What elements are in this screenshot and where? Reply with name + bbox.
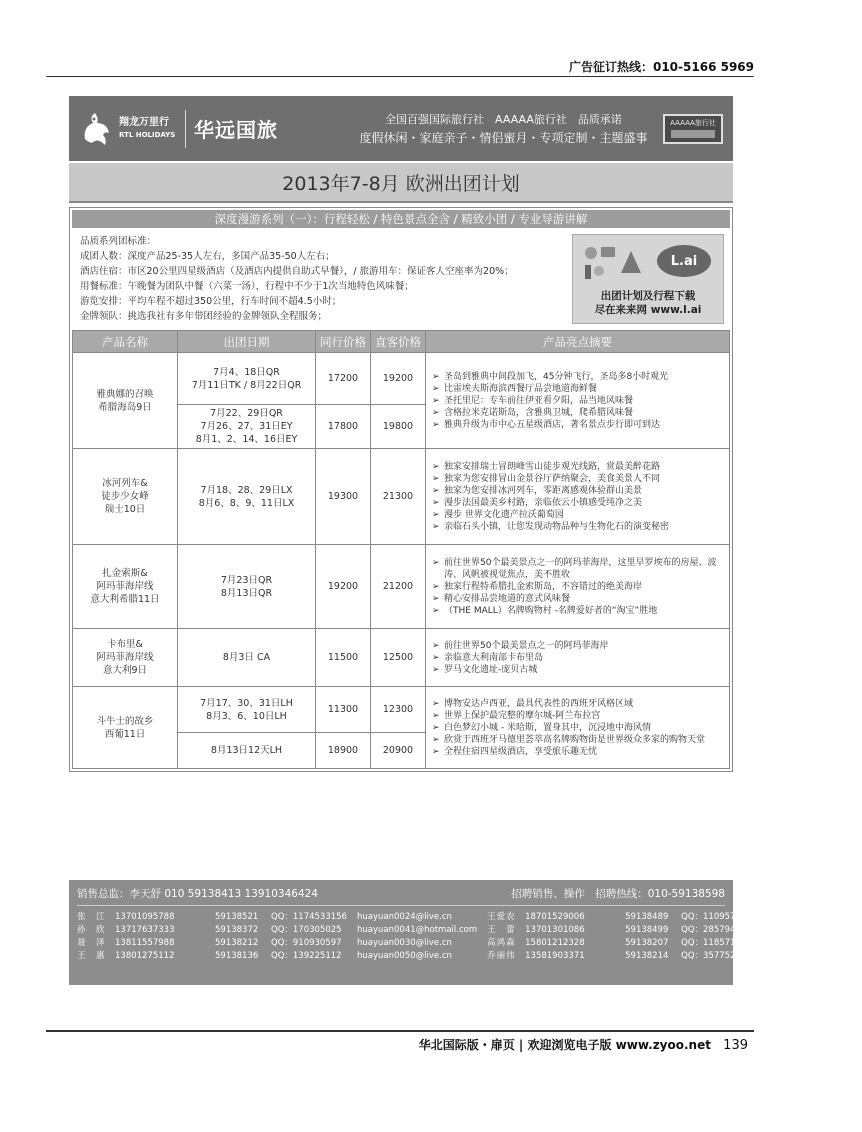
highlight-item — [432, 734, 723, 746]
highlights — [426, 353, 730, 449]
contact-column-left — [77, 911, 477, 963]
arrow-bullet-icon: ➢ — [432, 652, 440, 663]
highlight-text: 雅典升级为市中心五星级酒店，著名景点步行即可到达 — [444, 419, 661, 430]
tagline-1: 全国百强国际旅行社 AAAAA旅行社 品质承诺 — [385, 112, 622, 126]
tour-table — [72, 330, 730, 769]
table-header-row — [73, 331, 730, 353]
arrow-bullet-icon: ➢ — [432, 593, 440, 604]
brand-taglines — [344, 111, 663, 147]
peer-price: 19300 — [316, 449, 371, 545]
lai-promo-box — [572, 234, 724, 324]
standard-line: 酒店住宿：市区20公里四星级酒店（及酒店内提供自助式早餐），/ 旅游用车：保证客人空座率为20%； — [80, 266, 514, 277]
standard-line: 游览安排：平均车程不超过350公里，行车时间不超4.5小时； — [80, 296, 342, 307]
contact-ext: 59138489 — [625, 912, 669, 922]
contact-email: huayuan0050@live.cn — [357, 951, 452, 961]
table-row — [73, 449, 730, 545]
brand-banner — [69, 96, 733, 161]
promo-text — [573, 289, 723, 317]
contact-row — [77, 937, 477, 950]
brand-divider — [185, 110, 186, 148]
highlight-text: 亲临石头小镇，让您发现动物品种与生物化石的演变秘密 — [444, 521, 670, 532]
contact-phone: 15801212328 — [525, 938, 585, 948]
departure-dates: 8月13日12天LH — [178, 733, 316, 769]
tour-table-body — [73, 353, 730, 769]
highlight-text: 精心安排品尝地道的意式风味餐 — [444, 593, 571, 604]
highlight-text: 博物安达卢西亚，最具代表性的西班牙风格区域 — [444, 698, 634, 709]
contact-phone: 13701095788 — [115, 912, 175, 922]
sales-director: 销售总监：李天舒 010 59138413 13910346424 — [77, 888, 318, 900]
arrow-bullet-icon: ➢ — [432, 557, 440, 568]
page-title: 2013年7-8月 欧洲出团计划 — [69, 163, 733, 203]
arrow-bullet-icon: ➢ — [432, 605, 440, 616]
highlight-text: 独家行程特希腊扎金索斯岛，不容错过的绝美海岸 — [444, 581, 643, 592]
series-bar: 深度漫游系列（一）：行程轻松 / 特色景点全含 / 精致小团 / 专业导游讲解 — [72, 210, 730, 228]
direct-price: 12500 — [371, 629, 426, 687]
departure-dates: 7月18、28、29日LX 8月6、8、9、11日LX — [178, 449, 316, 545]
page-number: 139 — [723, 1038, 748, 1053]
arrow-bullet-icon: ➢ — [432, 698, 440, 709]
highlight-item — [432, 395, 723, 407]
contact-phone: 18701529006 — [525, 912, 585, 922]
departure-dates: 7月22、29日QR 7月26、27、31日EY 8月1、2、14、16日EY — [178, 405, 316, 449]
departure-dates: 7月17、30、31日LH 8月3、6、10日LH — [178, 687, 316, 733]
top-divider — [46, 76, 754, 77]
contact-email: huayuan0036@live.cn — [767, 912, 862, 922]
logo-text-cn: 翔龙万里行 — [119, 116, 169, 128]
highlight-text: 独家为您安排冰河列车，零距离感观体验群山美景 — [444, 485, 643, 496]
peer-price: 19200 — [316, 545, 371, 629]
arrow-bullet-icon: ➢ — [432, 746, 440, 757]
contact-qq: QQ：910930597 — [271, 938, 342, 948]
contact-email: huayuan0011@live.cn — [767, 925, 862, 935]
header-dates: 出团日期 — [178, 331, 316, 353]
highlight-item — [432, 581, 723, 593]
highlight-item — [432, 605, 723, 617]
contact-row — [77, 924, 477, 937]
contact-ext: 59138212 — [215, 938, 259, 948]
promo-line-2: 尽在来来网 www.l.ai — [594, 304, 702, 316]
product-name: 扎金索斯& 阿玛菲海岸线 意大利希腊11日 — [73, 545, 178, 629]
contact-row — [487, 950, 862, 963]
sales-header — [77, 886, 725, 906]
doodle-illustration-icon — [581, 243, 651, 283]
arrow-bullet-icon: ➢ — [432, 640, 440, 651]
table-row — [73, 353, 730, 405]
contact-email: huayuan0024@live.cn — [357, 912, 452, 922]
contact-row — [77, 950, 477, 963]
contact-qq: QQ：1174533156 — [271, 912, 347, 922]
standard-line: 成团人数：深度产品25-35人左右，多国产品35-50人左右； — [80, 251, 335, 262]
contact-ext: 59138214 — [625, 951, 669, 961]
departure-dates: 7月4、18日QR 7月11日TK / 8月22日QR — [178, 353, 316, 405]
contact-phone: 13811557988 — [115, 938, 175, 948]
contact-qq: QQ：1185713988 — [681, 938, 758, 948]
contact-qq: QQ：357752478 — [681, 951, 752, 961]
peer-price: 11500 — [316, 629, 371, 687]
contact-name: 孙 欣 — [77, 925, 106, 935]
highlight-text: 独家安排瑞士冒朗峰雪山徒步观光线路，赏最美醉花路 — [444, 461, 661, 472]
contact-name: 王爱农 — [487, 912, 516, 922]
peer-price: 18900 — [316, 733, 371, 769]
contact-qq: QQ：139225112 — [271, 951, 342, 961]
highlight-item — [432, 664, 723, 676]
direct-price: 21200 — [371, 545, 426, 629]
direct-price: 21300 — [371, 449, 426, 545]
brand-name: 华远国旅 — [194, 118, 278, 142]
peer-price: 17800 — [316, 405, 371, 449]
standards-intro — [72, 228, 730, 328]
contact-qq: QQ：285794168 — [681, 925, 752, 935]
contact-email: huayuan0038@live.cn — [767, 938, 862, 948]
standards-list — [80, 234, 572, 324]
arrow-bullet-icon: ➢ — [432, 497, 440, 508]
product-name: 冰河列车& 徒步少女峰 瑞士10日 — [73, 449, 178, 545]
highlight-item — [432, 640, 723, 652]
contact-name: 王 蕾 — [487, 925, 516, 935]
contact-email: huayuan0041@hotmail.com — [357, 925, 478, 935]
header-highlights: 产品亮点摘要 — [426, 331, 730, 353]
highlight-item — [432, 485, 723, 497]
contact-ext: 59138499 — [625, 925, 669, 935]
dragon-logo-icon — [79, 109, 115, 149]
sales-contacts — [69, 880, 862, 985]
highlight-text: 独家为您安排冒山金景谷厅萨纳聚会，美食美景人不同 — [444, 473, 661, 484]
highlights — [426, 449, 730, 545]
highlight-text: 欣赏于西班牙马德里荟萃高名牌购物街是世界级众多家的购物天堂 — [444, 734, 706, 745]
contact-name: 高鸿森 — [487, 938, 516, 948]
contact-phone: 13701301086 — [525, 925, 585, 935]
highlight-item — [432, 473, 723, 485]
header-product: 产品名称 — [73, 331, 178, 353]
highlight-item — [432, 722, 723, 734]
standard-line: 用餐标准：午晚餐为团队中餐（六菜一汤），行程中不少于1次当地特色风味餐； — [80, 281, 414, 292]
arrow-bullet-icon: ➢ — [432, 419, 440, 430]
arrow-bullet-icon: ➢ — [432, 509, 440, 520]
arrow-bullet-icon: ➢ — [432, 371, 440, 382]
contact-ext: 59138521 — [215, 912, 259, 922]
table-row — [73, 629, 730, 687]
footer-text: 华北国际版・扉页 | 欢迎浏览电子版 www.zyoo.net — [418, 1038, 711, 1052]
arrow-bullet-icon: ➢ — [432, 485, 440, 496]
highlight-item — [432, 698, 723, 710]
highlights — [426, 687, 730, 769]
highlight-item — [432, 383, 723, 395]
product-name: 雅典娜的召唤 希腊海岛9日 — [73, 353, 178, 449]
product-name: 斗牛士的故乡 西葡11日 — [73, 687, 178, 769]
5a-badge-label: AAAAA旅行社 — [670, 119, 716, 127]
arrow-bullet-icon: ➢ — [432, 395, 440, 406]
5a-badge — [663, 114, 723, 144]
highlight-text: 全程住宿四星级酒店，享受旅乐趣无忧 — [444, 746, 598, 757]
contact-phone: 13717637333 — [115, 925, 175, 935]
contact-row — [487, 911, 862, 924]
logo-text-en: RTL HOLIDAYS — [119, 130, 176, 139]
standard-line: 金牌领队：挑选我社有多年带团经验的金牌领队全程服务； — [80, 311, 328, 322]
standard-line: 品质系列团标准： — [80, 236, 157, 247]
arrow-bullet-icon: ➢ — [432, 664, 440, 675]
contact-name: 张 江 — [77, 912, 106, 922]
contact-qq: QQ：1109570752 — [681, 912, 758, 922]
highlight-text: 白色梦幻小城 - 米哈斯，置身其中，沉浸地中海风情 — [444, 722, 651, 733]
highlight-item — [432, 419, 723, 431]
advertisement — [69, 96, 862, 985]
highlight-item — [432, 652, 723, 664]
company-logo — [79, 105, 179, 153]
contact-ext: 59138372 — [215, 925, 259, 935]
highlights — [426, 629, 730, 687]
departure-dates: 7月23日QR 8月13日QR — [178, 545, 316, 629]
direct-price: 20900 — [371, 733, 426, 769]
product-name: 卡布里& 阿玛菲海岸线 意大利9日 — [73, 629, 178, 687]
highlight-text: 世界上保护最完整的摩尔城-阿兰布拉宫 — [444, 710, 601, 721]
peer-price: 17200 — [316, 353, 371, 405]
contact-phone: 13801275112 — [115, 951, 175, 961]
contact-name: 聂 泽 — [77, 938, 106, 948]
contact-ext: 59138207 — [625, 938, 669, 948]
highlight-text: 漫步法国最美乡村路，亲临依云小镇感受纯净之美 — [444, 497, 643, 508]
table-row — [73, 687, 730, 733]
highlight-text: 比雷埃夫斯海滨西餐厅品尝地道海鲜餐 — [444, 383, 598, 394]
arrow-bullet-icon: ➢ — [432, 722, 440, 733]
highlight-item — [432, 593, 723, 605]
highlight-text: 前往世界50个最美景点之一的阿玛菲海岸，这里早罗埃布的房屋、波涛、风帆被视觉焦点，美不胜收 — [444, 557, 717, 580]
promo-line-1: 出团计划及行程下载 — [600, 290, 696, 302]
contact-columns — [77, 911, 862, 963]
highlights — [426, 545, 730, 629]
tagline-2: 度假休闲・家庭亲子・情侣蜜月・专项定制・主题盛事 — [359, 130, 648, 145]
contact-row — [487, 937, 862, 950]
highlight-item — [432, 497, 723, 509]
arrow-bullet-icon: ➢ — [432, 734, 440, 745]
contact-name: 乔丽伟 — [487, 951, 516, 961]
highlight-item — [432, 746, 723, 758]
contact-column-right — [487, 911, 862, 963]
contact-email: huayuan0033@live.cn — [767, 951, 862, 961]
peer-price: 11300 — [316, 687, 371, 733]
arrow-bullet-icon: ➢ — [432, 383, 440, 394]
contact-ext: 59138136 — [215, 951, 259, 961]
highlight-text: 亲临意大利南部卡布里岛 — [444, 652, 544, 663]
highlight-text: 圣岛到雅典中间段加飞，45分钟飞行，圣岛多8小时观光 — [444, 371, 669, 382]
header-direct-price: 直客价格 — [371, 331, 426, 353]
contact-qq: QQ：170305025 — [271, 925, 342, 935]
departure-dates: 8月3日 CA — [178, 629, 316, 687]
highlight-text: 前往世界50个最美景点之一的阿玛菲海岸 — [444, 640, 609, 651]
direct-price: 12300 — [371, 687, 426, 733]
arrow-bullet-icon: ➢ — [432, 461, 440, 472]
header-peer-price: 同行价格 — [316, 331, 371, 353]
tour-plan-box — [69, 207, 733, 772]
direct-price: 19800 — [371, 405, 426, 449]
highlight-text: （THE MALL）名牌购物村 -名牌爱好者的“淘宝”胜地 — [444, 605, 658, 616]
highlight-text: 罗马文化遗址-庞贝古城 — [444, 664, 538, 675]
5a-badge-plate — [671, 130, 715, 138]
arrow-bullet-icon: ➢ — [432, 521, 440, 532]
arrow-bullet-icon: ➢ — [432, 581, 440, 592]
highlight-item — [432, 521, 723, 533]
highlight-text: 圣托里尼：专车前往伊亚看夕阳，品当地风味餐 — [444, 395, 634, 406]
contact-row — [77, 911, 477, 924]
contact-row — [487, 924, 862, 937]
recruit-hotline: 招聘销售、操作 招聘热线：010-59138598 — [511, 888, 725, 900]
arrow-bullet-icon: ➢ — [432, 407, 440, 418]
direct-price: 19200 — [371, 353, 426, 405]
contact-name: 王 惠 — [77, 951, 106, 961]
table-row — [73, 545, 730, 629]
contact-phone: 13581903371 — [525, 951, 585, 961]
highlight-item — [432, 461, 723, 473]
arrow-bullet-icon: ➢ — [432, 710, 440, 721]
lai-logo: L.ai — [657, 245, 711, 277]
highlight-item — [432, 407, 723, 419]
highlight-text: 含格拉米克诺斯岛，含雅典卫城，爬希腊风味餐 — [444, 407, 634, 418]
page-footer — [419, 1036, 748, 1053]
bottom-divider — [46, 1030, 754, 1032]
highlight-item — [432, 557, 723, 581]
ad-hotline: 广告征订热线：010-5166 5969 — [568, 60, 754, 74]
highlight-text: 漫步 世界文化遗产拉沃葡萄园 — [444, 509, 564, 520]
highlight-item — [432, 371, 723, 383]
highlight-item — [432, 509, 723, 521]
highlight-item — [432, 710, 723, 722]
arrow-bullet-icon: ➢ — [432, 473, 440, 484]
contact-email: huayuan0030@live.cn — [357, 938, 452, 948]
